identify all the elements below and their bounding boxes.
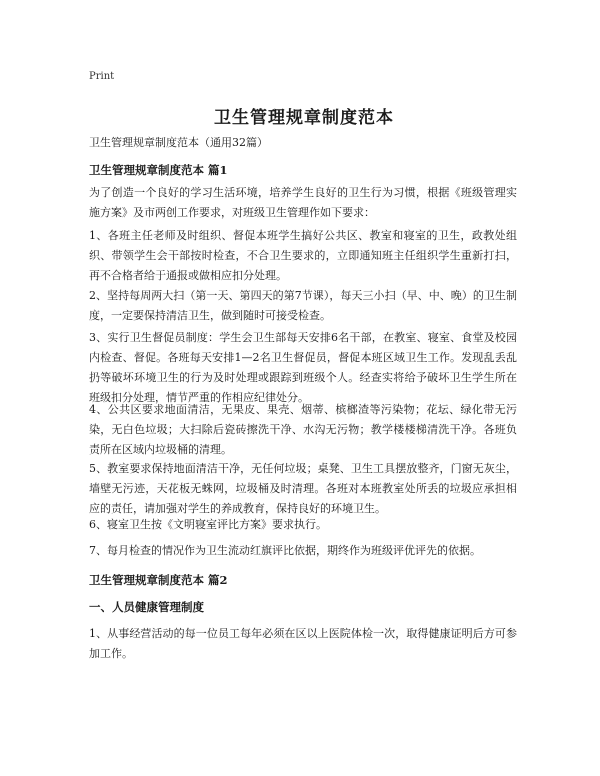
section-1-item-1: 1、各班主任老师及时组织、督促本班学生搞好公共区、教室和寝室的卫生，政教处组织、带领学生会干部按时检查，不合卫生要求的，立即通知班主任组织学生重新打扫，再不合格者给于通报或做相应扣分处理。 [89, 229, 517, 282]
section-1-item-5: 5、教室要求保持地面清洁干净，无任何垃圾；桌凳、卫生工具摆放整齐，门窗无灰尘，墙壁无污迹，天花板无蛛网，垃圾桶及时清理。各班对本班教室处所丢的垃圾应承担相应的责任，请加强对学生的养成教育，保持良好的环境卫生。 [89, 462, 517, 515]
section-2-heading: 卫生管理规章制度范本 篇2 [89, 573, 228, 587]
document-subtitle: 卫生管理规章制度范本（通用32篇） [89, 136, 268, 149]
section-1-item-3: 3、实行卫生督促员制度：学生会卫生部每天安排6名干部，在教室、寝室、食堂及校园内检查、督促。各班每天安排1—2名卫生督促员，督促本班区域卫生工作。发现乱丢乱扔等破坏环境卫生的行为及时处理或跟踪到班级个人。经查实将给予破坏卫生学生所在班级扣分处理，情节严重的作相应纪律处分。 [89, 331, 517, 404]
section-1-item-7: 7、每月检查的情况作为卫生流动红旗评比依据，期终作为班级评优评先的依据。 [89, 544, 481, 557]
section-1-heading: 卫生管理规章制度范本 篇1 [89, 163, 228, 177]
section-1-item-4: 4、公共区要求地面清洁，无果皮、果壳、烟蒂、槟榔渣等污染物；花坛、绿化带无污染，无白色垃圾；大扫除后瓷砖擦洗干净、水沟无污物；教学楼楼梯清洗干净。各班负责所在区域内垃圾桶的清理。 [89, 403, 517, 456]
section-1-intro: 为了创造一个良好的学习生活环境，培养学生良好的卫生行为习惯，根据《班级管理实施方案》及市两创工作要求，对班级卫生管理作如下要求： [89, 186, 517, 219]
section-2-item-1: 1、从事经营活动的每一位员工每年必须在区以上医院体检一次，取得健康证明后方可参加工作。 [89, 627, 517, 660]
section-1-item-2: 2、坚持每周两大扫（第一天、第四天的第7节课），每天三小扫（早、中、晚）的卫生制度，一定要保持清洁卫生，做到随时可接受检查。 [89, 289, 517, 322]
section-2-subheading: 一、人员健康管理制度 [89, 600, 204, 614]
page-title: 卫生管理规章制度范本 [214, 108, 394, 128]
section-1-item-6: 6、寝室卫生按《文明寝室评比方案》要求执行。 [89, 518, 327, 531]
print-link[interactable]: Print [89, 71, 115, 82]
